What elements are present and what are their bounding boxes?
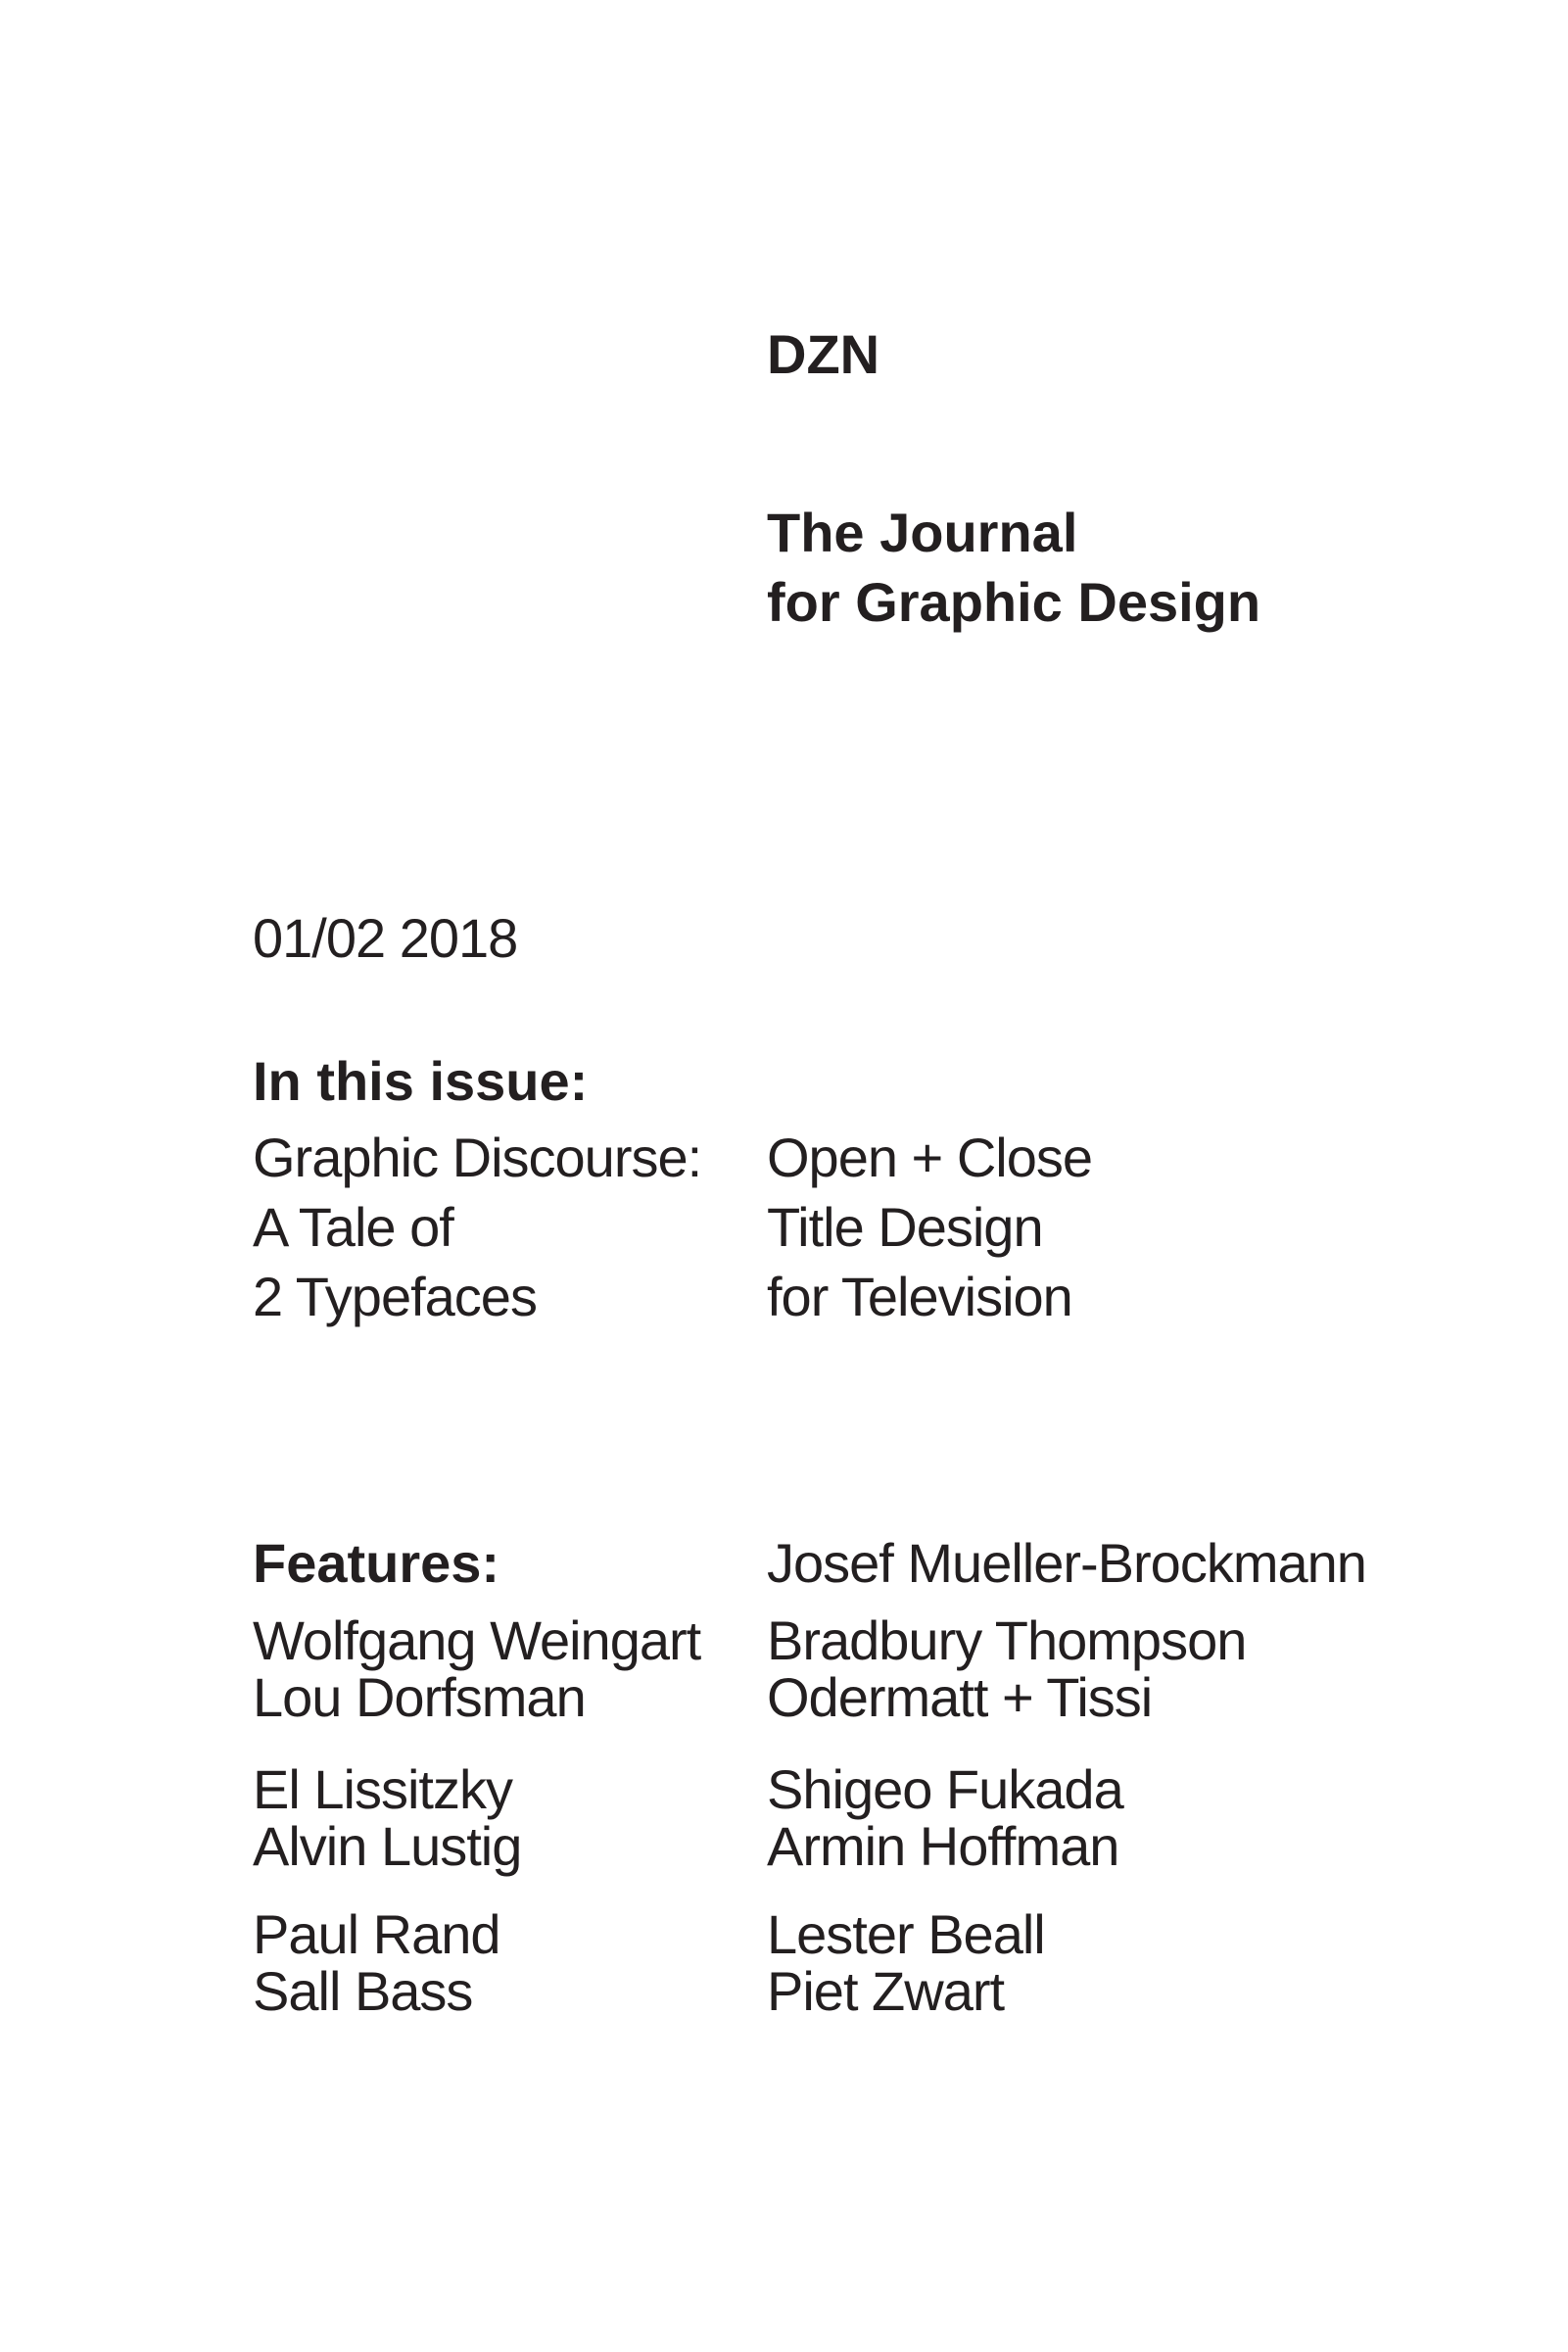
features-right-group-1 — [767, 1609, 1247, 1728]
journal-title — [767, 498, 1260, 637]
feature-name: Shigeo Fukada — [767, 1758, 1123, 1820]
features-left-group-2 — [253, 1758, 522, 1877]
feature-name: Paul Rand — [253, 1903, 500, 1965]
feature-name: Odermatt + Tissi — [767, 1666, 1153, 1728]
journal-title-line-1: The Journal — [767, 502, 1078, 563]
in-this-issue-heading: In this issue: — [253, 1050, 589, 1112]
feature-name: Armin Hoffman — [767, 1815, 1119, 1877]
issue-right-line-3: for Television — [767, 1266, 1072, 1327]
feature-name: Lester Beall — [767, 1903, 1045, 1965]
features-right-group-2 — [767, 1758, 1123, 1877]
features-left-group-3 — [253, 1903, 500, 2022]
feature-name: Bradbury Thompson — [767, 1609, 1247, 1671]
feature-name: Piet Zwart — [767, 1960, 1005, 2022]
feature-name: El Lissitzky — [253, 1758, 512, 1820]
issue-left-line-2: A Tale of — [253, 1196, 453, 1258]
features-heading: Features: — [253, 1532, 500, 1594]
issue-article-right — [767, 1123, 1092, 1331]
feature-name: Alvin Lustig — [253, 1815, 522, 1877]
issue-left-line-3: 2 Typefaces — [253, 1266, 537, 1327]
feature-name: Sall Bass — [253, 1960, 473, 2022]
journal-title-line-2: for Graphic Design — [767, 571, 1261, 633]
issue-right-line-1: Open + Close — [767, 1127, 1092, 1188]
feature-name: Lou Dorfsman — [253, 1666, 586, 1728]
issue-date: 01/02 2018 — [253, 907, 518, 969]
features-right-group-3 — [767, 1903, 1045, 2022]
features-left-group-1 — [253, 1609, 701, 1728]
issue-right-line-2: Title Design — [767, 1196, 1043, 1258]
feature-name: Wolfgang Weingart — [253, 1609, 701, 1671]
issue-article-left — [253, 1123, 701, 1331]
issue-left-line-1: Graphic Discourse: — [253, 1127, 702, 1188]
masthead: DZN — [767, 323, 880, 385]
feature-name: Josef Mueller-Brockmann — [767, 1532, 1366, 1594]
